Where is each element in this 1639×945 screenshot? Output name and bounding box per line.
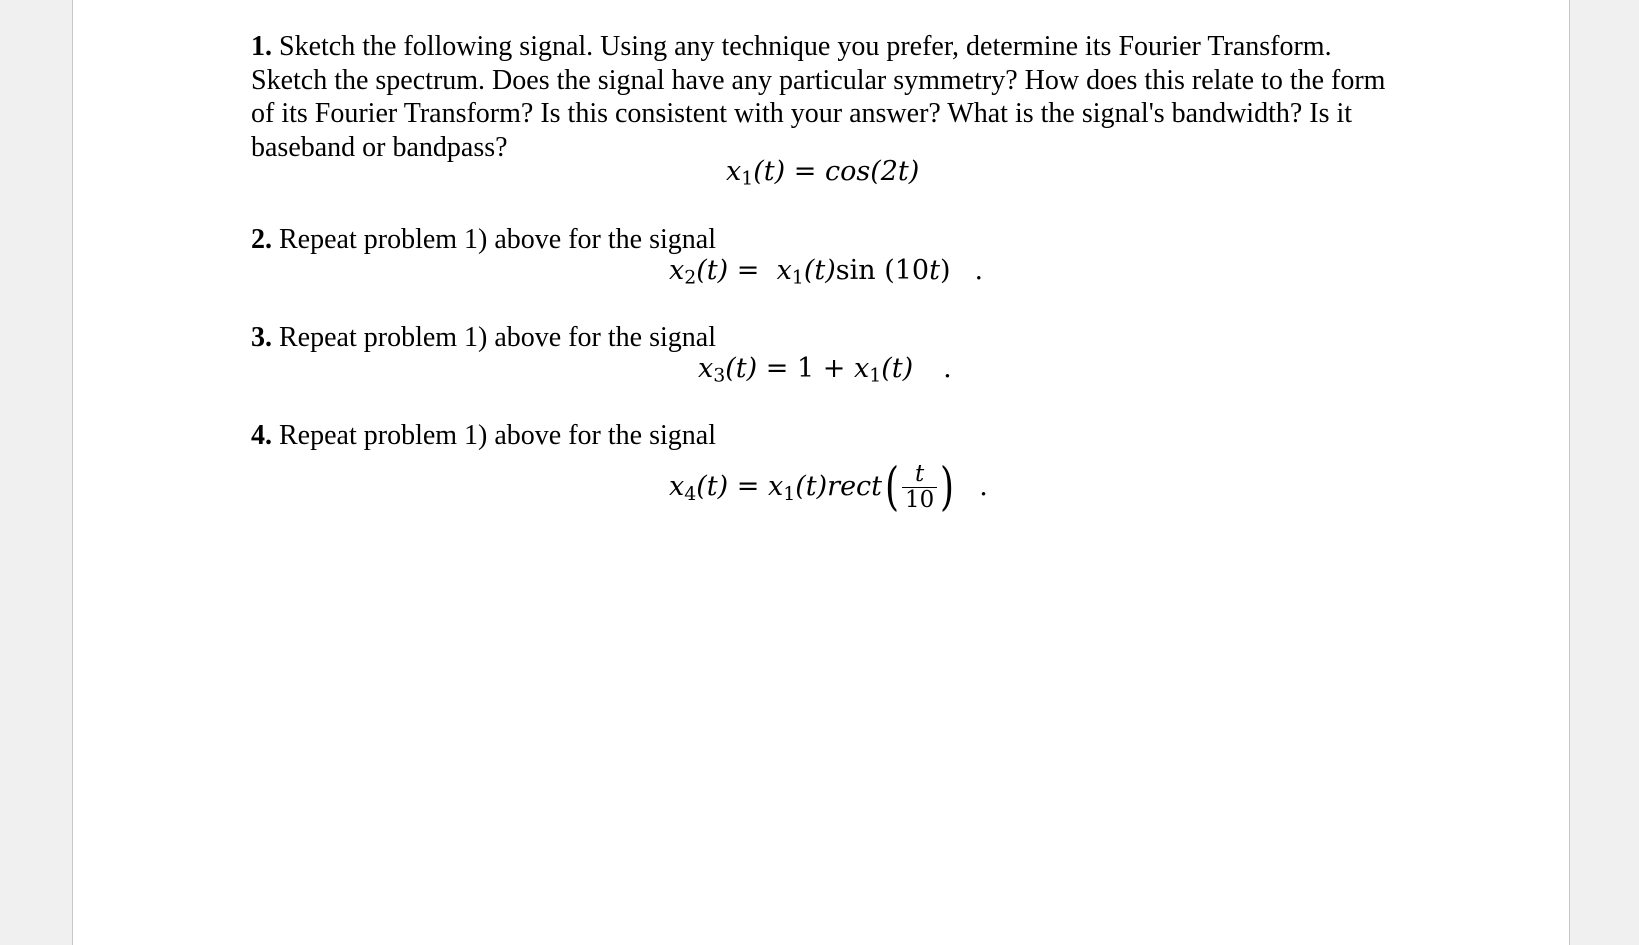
- problem-2-number: 2.: [251, 224, 272, 255]
- problem-3-equation: [698, 353, 952, 387]
- eq2-dot: .: [974, 255, 984, 286]
- eq2-rhs-var: x: [776, 255, 792, 286]
- eq2-equals: =: [728, 255, 777, 286]
- problem-3-text: Repeat problem 1) above for the signal: [279, 322, 716, 353]
- problem-2-equation: [669, 255, 983, 289]
- eq4-frac-numerator: t: [902, 462, 937, 488]
- eq3-lhs-arg: (t): [725, 353, 758, 384]
- eq1-equals: =: [785, 156, 825, 187]
- eq2-lhs-var: x: [669, 255, 685, 286]
- problem-2-paragraph: [251, 224, 716, 256]
- problem-3-paragraph: [251, 322, 716, 354]
- problem-1-number: 1.: [251, 31, 272, 62]
- problem-4-text: Repeat problem 1) above for the signal: [279, 420, 716, 451]
- eq2-rhs-func: sin (10: [835, 255, 930, 286]
- problem-3-number: 3.: [251, 322, 272, 353]
- eq1-rhs: cos(2t): [824, 156, 920, 187]
- problem-4-equation: [669, 457, 988, 518]
- eq3-rhs-arg: (t): [881, 353, 914, 384]
- eq4-fraction: [902, 462, 937, 513]
- eq4-paren-close: ): [940, 457, 955, 518]
- problem-2-text: Repeat problem 1) above for the signal: [279, 224, 716, 255]
- eq4-equals: =: [728, 471, 768, 503]
- eq2-lhs-sub: 2: [684, 266, 697, 289]
- eq3-rhs-var: x: [853, 353, 870, 384]
- problem-4-paragraph: [251, 420, 716, 452]
- eq4-dot: .: [979, 471, 988, 503]
- eq2-rhs-close: ): [939, 255, 951, 286]
- eq4-rhs-sub: 1: [783, 482, 796, 505]
- problem-1-paragraph: [251, 30, 1401, 164]
- document-page: [72, 0, 1570, 945]
- eq4-frac-denominator: 10: [905, 487, 935, 514]
- eq4-rhs-func: rect: [827, 471, 883, 503]
- eq3-equals: =: [757, 353, 797, 384]
- document-content: [251, 30, 1401, 518]
- eq4-rhs-var: x: [767, 471, 784, 503]
- eq2-lhs-arg: (t): [696, 255, 729, 286]
- eq4-paren-open: (: [885, 457, 900, 518]
- eq1-lhs-sub: 1: [741, 167, 754, 190]
- eq4-lhs-arg: (t): [696, 471, 729, 503]
- eq1-lhs-arg: (t): [753, 156, 786, 187]
- eq2-rhs-t: t: [929, 255, 940, 286]
- eq3-dot: .: [943, 353, 952, 384]
- eq2-rhs-arg: (t): [803, 255, 836, 286]
- eq3-rhs-const: 1 +: [796, 353, 854, 384]
- eq1-lhs-var: x: [726, 156, 742, 187]
- eq4-rhs-arg: (t): [795, 471, 828, 503]
- problem-1-text: Sketch the following signal. Using any technique you prefer, determine its Fourier Transform. Sketch the spectrum. Does the signal have any particular symmetry? How does this relate to the form of its Fourier Transform? Is this consistent with your answer? What is the signal's bandwidth? Is it baseband or bandpass?: [251, 31, 1386, 163]
- problem-4-number: 4.: [251, 420, 272, 451]
- eq3-rhs-sub: 1: [869, 364, 882, 387]
- eq2-rhs-sub: 1: [791, 266, 804, 289]
- eq3-lhs-var: x: [698, 353, 714, 384]
- eq4-lhs-var: x: [669, 471, 685, 503]
- eq4-lhs-sub: 4: [684, 482, 697, 505]
- problem-1-equation: [726, 156, 919, 190]
- eq3-lhs-sub: 3: [713, 364, 726, 387]
